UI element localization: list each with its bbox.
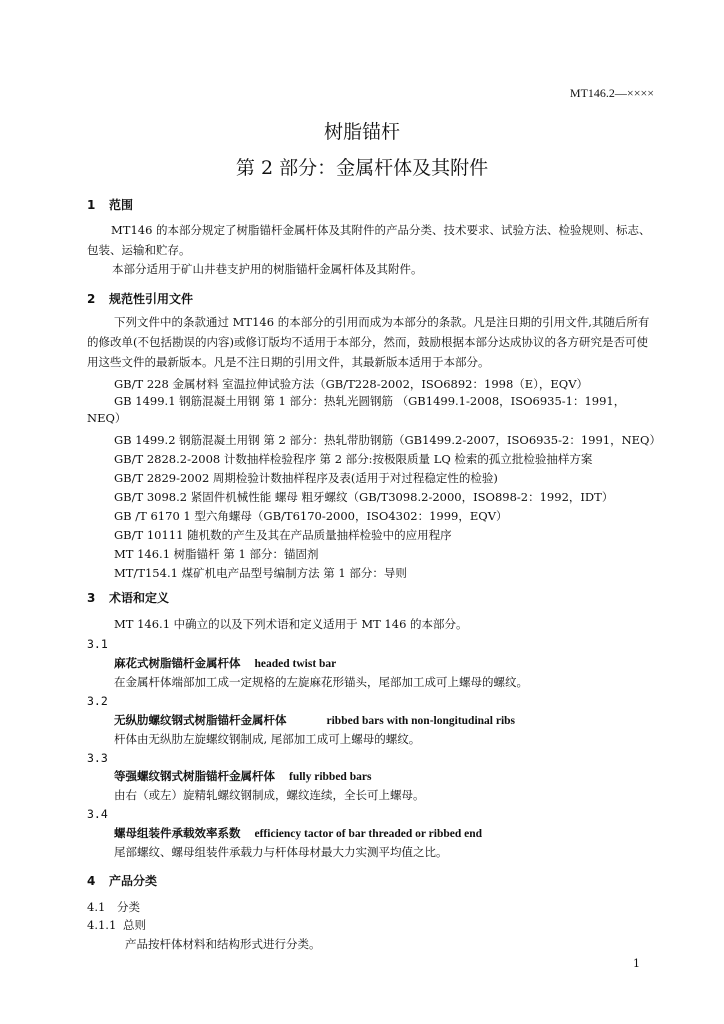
term-number: 3.2 bbox=[87, 694, 108, 708]
subsection-4-1-1-text: 产品按杆体材料和结构形式进行分类。 bbox=[125, 937, 321, 951]
section-1-heading: 1 范围 bbox=[87, 198, 134, 212]
reference-item: MT/T154.1 煤矿机电产品型号编制方法 第 1 部分：导则 bbox=[114, 566, 407, 580]
subsection-4-1-1-heading: 4.1.1 总则 bbox=[87, 918, 146, 932]
reference-item: GB 1499.1 钢筋混凝土用钢 第 1 部分：热轧光圆钢筋 （GB1499.1-2008，ISO6935-1：1991， bbox=[114, 394, 626, 408]
reference-item: GB 1499.2 钢筋混凝土用钢 第 2 部分：热轧带肋钢筋（GB1499.2-2007，ISO6935-2：1991，NEQ） bbox=[114, 433, 661, 447]
document-title: 树脂锚杆 bbox=[323, 121, 400, 143]
reference-item-continued: NEQ） bbox=[87, 411, 127, 425]
section-2-intro: 下列文件中的条款通过 MT146 的本部分的引用而成为本部分的条款。凡是注日期的引用文件,其随后所有的修改单(不包括勘误的内容)或修订版均不适用于本部分，然而，鼓励根据本部分达成协议的各方研究是否可使用这些文件的最新版本。凡是不注日期的引用文件，其最新版本适用于本部分。 bbox=[87, 315, 650, 369]
section-1-para-1: MT146 的本部分规定了树脂锚杆金属杆体及其附件的产品分类、技术要求、试验方法、检验规则、标志、包装、运输和贮存。 bbox=[87, 223, 651, 257]
term-heading: 等强螺纹钢式树脂锚杆金属杆体 fully ribbed bars bbox=[114, 769, 372, 783]
section-2-heading: 2 规范性引用文件 bbox=[87, 292, 194, 306]
section-3-intro: MT 146.1 中确立的以及下列术语和定义适用于 MT 146 的本部分。 bbox=[114, 617, 468, 631]
reference-item: GB/T 2829-2002 周期检验计数抽样程序及表(适用于对过程稳定性的检验) bbox=[114, 471, 498, 485]
term-heading: 麻花式树脂锚杆金属杆体 headed twist bar bbox=[114, 656, 337, 670]
term-heading: 螺母组装件承载效率系数 efficiency tactor of bar threaded or ribbed end bbox=[114, 826, 483, 840]
reference-item: GB/T 228 金属材料 室温拉伸试验方法（GB/T228-2002，ISO6892：1998（E），EQV） bbox=[114, 377, 589, 391]
page-number: 1 bbox=[633, 957, 640, 970]
reference-item: MT 146.1 树脂锚杆 第 1 部分：锚固剂 bbox=[114, 547, 319, 561]
section-1-para-2: 本部分适用于矿山井巷支护用的树脂锚杆金属杆体及其附件。 bbox=[112, 262, 423, 276]
reference-item: GB /T 6170 1 型六角螺母（GB/T6170-2000，ISO4302：1999，EQV） bbox=[114, 509, 508, 523]
subsection-4-1-heading: 4.1 分类 bbox=[87, 900, 140, 914]
term-heading: 无纵肋螺纹钢式树脂锚杆金属杆体 ribbed bars with non-longitudinal ribs bbox=[114, 713, 516, 727]
reference-item: GB/T 10111 随机数的产生及其在产品质量抽样检验中的应用程序 bbox=[114, 528, 452, 542]
term-definition: 杆体由无纵肋左旋螺纹钢制成, 尾部加工成可上螺母的螺纹。 bbox=[114, 732, 421, 746]
reference-item: GB/T 2828.2-2008 计数抽样检验程序 第 2 部分:按极限质量 LQ 检索的孤立批检验抽样方案 bbox=[114, 452, 593, 466]
term-number: 3.4 bbox=[87, 807, 108, 821]
document-code: MT146.2—×××× bbox=[569, 86, 654, 100]
term-number: 3.1 bbox=[87, 637, 108, 651]
section-4-heading: 4 产品分类 bbox=[87, 874, 158, 888]
section-3-heading: 3 术语和定义 bbox=[87, 591, 170, 605]
term-definition: 在金属杆体端部加工成一定规格的左旋麻花形锚头，尾部加工成可上螺母的螺纹。 bbox=[114, 675, 528, 689]
term-definition: 由右（或左）旋精轧螺纹钢制成，螺纹连续，全长可上螺母。 bbox=[114, 788, 425, 802]
term-definition: 尾部螺纹、螺母组装件承载力与杆体母材最大力实测平均值之比。 bbox=[114, 845, 448, 859]
term-number: 3.3 bbox=[87, 751, 108, 765]
reference-item: GB/T 3098.2 紧固件机械性能 螺母 粗牙螺纹（GB/T3098.2-2000，ISO898-2：1992，IDT） bbox=[114, 490, 614, 504]
document-subtitle: 第 2 部分：金属杆体及其附件 bbox=[235, 157, 489, 179]
